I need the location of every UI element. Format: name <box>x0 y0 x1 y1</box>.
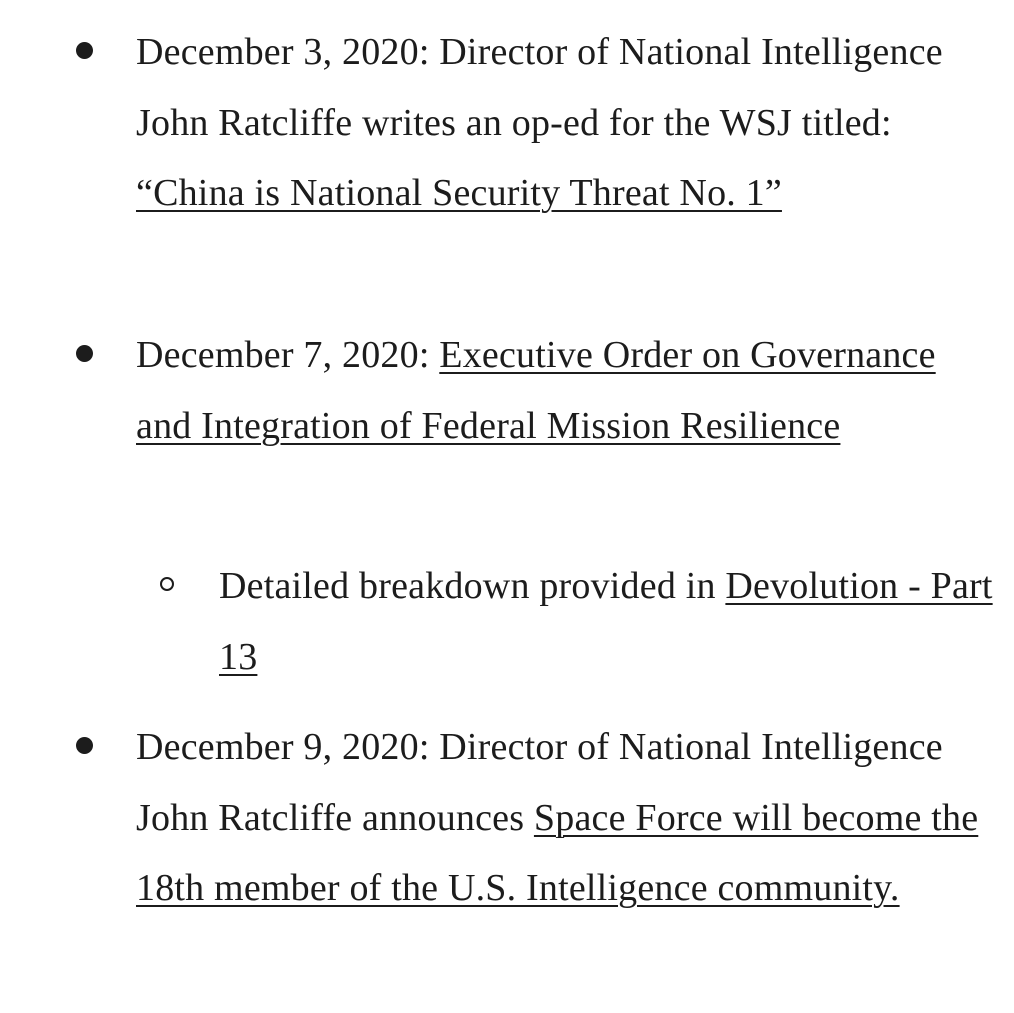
bullet-icon <box>76 42 93 59</box>
space-force-link[interactable]: Space Force will become the 18th member of the U.S. Intelligence community. <box>136 796 979 909</box>
item-text: Detailed breakdown provided in <box>219 565 726 607</box>
executive-order-link[interactable]: Executive Order on Governance and Integration of Federal Mission Resilience <box>136 334 936 447</box>
sub-list-item <box>219 551 999 692</box>
list-item <box>136 712 996 924</box>
bullet-icon <box>76 345 93 362</box>
item-text: December 7, 2020: <box>136 334 440 376</box>
bullet-icon <box>76 737 93 754</box>
sub-bullet-icon <box>160 577 174 591</box>
item-text: December 9, 2020: Director of National Intelligence John Ratcliffe announces <box>136 726 943 839</box>
item-text: December 3, 2020: Director of National Intelligence John Ratcliffe writes an op-ed for the WSJ titled: <box>136 31 943 144</box>
wsj-op-ed-link[interactable]: “China is National Security Threat No. 1” <box>136 172 782 214</box>
list-item <box>136 320 996 461</box>
list-item <box>136 17 996 229</box>
devolution-part-13-link[interactable]: Devolution - Part 13 <box>219 565 993 678</box>
